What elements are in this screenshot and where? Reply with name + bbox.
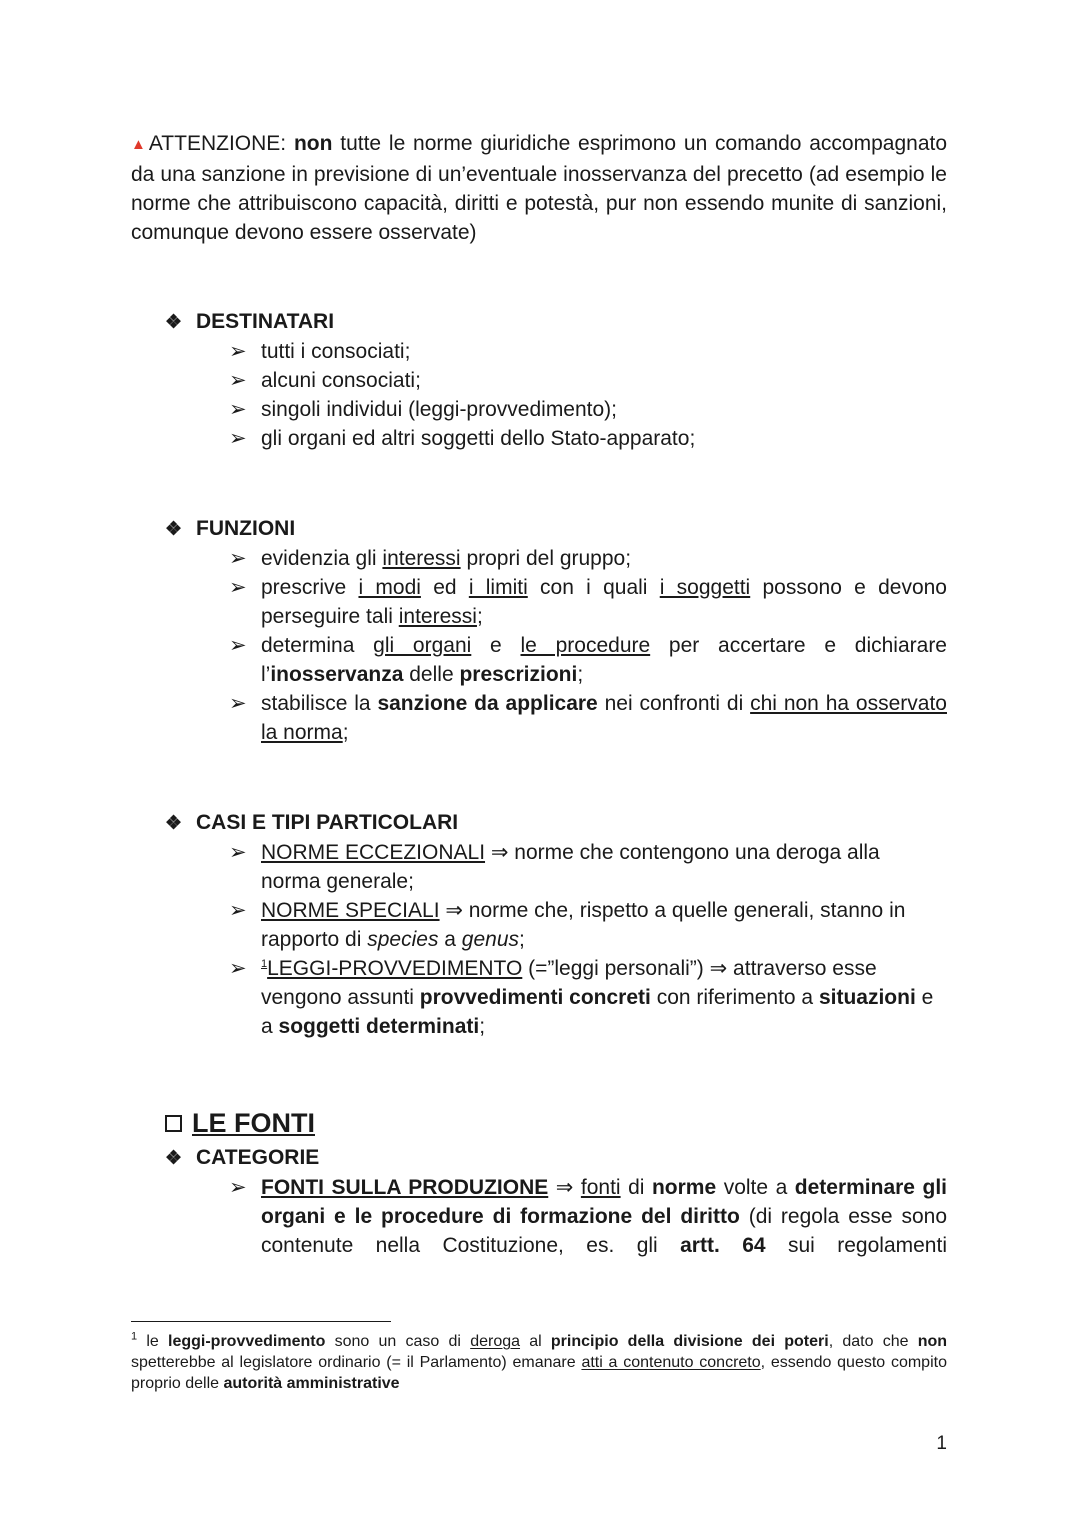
- footnote: [131, 1331, 947, 1394]
- underlined-text: chi non ha osservato la norma: [261, 692, 947, 744]
- section-destinatari: [165, 307, 947, 453]
- term: NORME ECCEZIONALI: [261, 841, 486, 864]
- arrow-bullet-icon: ➢: [229, 427, 247, 450]
- section-title: [165, 307, 947, 337]
- section-casi: [165, 808, 947, 1041]
- footnote-ref[interactable]: 1: [261, 958, 268, 970]
- text: ;: [519, 928, 525, 951]
- term: LEGGI-PROVVEDIMENTO: [267, 957, 523, 980]
- bold-text: prescrizioni: [459, 663, 578, 686]
- bold-text: inosservanza: [270, 663, 404, 686]
- underlined-text: i modi: [358, 576, 421, 599]
- diamond-bullet-icon: ❖: [165, 1148, 183, 1169]
- section-title: [165, 514, 947, 544]
- bold-text: sanzione da applicare: [377, 692, 598, 715]
- list-item: [229, 689, 947, 747]
- list-item-text: tutti i consociati;: [261, 340, 411, 363]
- section-funzioni: [165, 514, 947, 747]
- term: NORME SPECIALI: [261, 899, 440, 922]
- text: ;: [479, 1015, 486, 1038]
- text: sono un caso di: [325, 1333, 471, 1350]
- bold-text: soggetti determinati: [278, 1015, 480, 1038]
- underlined-text: fonti: [580, 1176, 621, 1199]
- text: possono e devono perseguire tali: [261, 576, 947, 628]
- underlined-text: interessi: [382, 547, 461, 570]
- bold-text: principio della divisione dei poteri: [550, 1333, 829, 1350]
- text: sui regolamenti: [765, 1234, 947, 1257]
- fonti-heading: [165, 1106, 315, 1140]
- text: propri del gruppo;: [460, 547, 632, 570]
- bold-text: determinare gli organi e le procedure di formazione del diritto: [261, 1176, 947, 1228]
- section-title-text: FUNZIONI: [196, 517, 296, 540]
- underlined-text: deroga: [470, 1333, 521, 1350]
- intro-label: ATTENZIONE:: [148, 132, 287, 155]
- list-item: [229, 1173, 947, 1260]
- arrow-bullet-icon: ➢: [229, 1176, 247, 1199]
- text: spetterebbe al legislatore ordinario (= il Parlamento) emanare: [131, 1354, 582, 1371]
- list-item: [229, 573, 947, 631]
- bold-text: non: [917, 1333, 948, 1350]
- text: e: [471, 634, 521, 657]
- text: ;: [342, 721, 349, 744]
- text: con riferimento a: [650, 986, 819, 1009]
- categorie-list: [165, 1173, 947, 1260]
- text: , essendo questo compito proprio delle: [131, 1354, 947, 1392]
- footnote-number: 1: [131, 1330, 138, 1343]
- diamond-bullet-icon: ❖: [165, 813, 183, 834]
- text: con i quali: [527, 576, 660, 599]
- destinatari-list: [165, 337, 947, 453]
- bold-text: autorità amministrative: [223, 1375, 400, 1392]
- list-item: [229, 395, 947, 424]
- arrow-bullet-icon: ➢: [229, 899, 247, 922]
- text: ;: [476, 605, 483, 628]
- list-item: [229, 954, 939, 1041]
- bold-text: provvedimenti concreti: [419, 986, 651, 1009]
- underlined-text: i limiti: [468, 576, 528, 599]
- list-item: [229, 424, 947, 453]
- text: ⇒ norme che, rispetto a quelle generali, stanno in rapporto di: [261, 899, 906, 951]
- list-item-text: alcuni consociati;: [261, 369, 421, 392]
- list-item-text: gli organi ed altri soggetti dello Stato-apparato;: [261, 427, 696, 450]
- section-title: [165, 1143, 947, 1173]
- italic-text: genus: [461, 928, 520, 951]
- text: al: [520, 1333, 551, 1350]
- footnote-separator: [131, 1321, 391, 1322]
- section-title: [165, 808, 947, 838]
- bold-text: situazioni: [818, 986, 916, 1009]
- list-item-text: singoli individui (leggi-provvedimento);: [261, 398, 618, 421]
- warning-triangle-icon: ▲: [131, 136, 146, 153]
- arrow-bullet-icon: ➢: [229, 692, 247, 715]
- text: nei confronti di: [597, 692, 751, 715]
- arrow-bullet-icon: ➢: [229, 398, 247, 421]
- list-item: [229, 544, 947, 573]
- text: ⇒ norme che contengono una deroga alla norma generale;: [261, 841, 880, 893]
- funzioni-list: [165, 544, 947, 747]
- section-categorie: [165, 1143, 947, 1260]
- text: evidenzia gli: [261, 547, 383, 570]
- text: ⇒: [548, 1176, 581, 1199]
- text: ed: [420, 576, 469, 599]
- section-title-text: DESTINATARI: [196, 310, 335, 333]
- checkbox-icon: [165, 1115, 182, 1132]
- text: le: [137, 1333, 169, 1350]
- section-title-text: CASI E TIPI PARTICOLARI: [196, 811, 459, 834]
- list-item: [229, 631, 947, 689]
- underlined-text: i soggetti: [659, 576, 751, 599]
- underlined-text: atti a contenuto concreto: [581, 1354, 761, 1371]
- text: volte a: [716, 1176, 795, 1199]
- text: e a: [261, 986, 934, 1038]
- bold-text: artt. 64: [680, 1234, 766, 1257]
- page-number: 1: [936, 1433, 947, 1454]
- text: di: [620, 1176, 652, 1199]
- arrow-bullet-icon: ➢: [229, 957, 247, 980]
- arrow-bullet-icon: ➢: [229, 369, 247, 392]
- text: stabilisce la: [261, 692, 378, 715]
- list-item: [229, 337, 947, 366]
- diamond-bullet-icon: ❖: [165, 519, 183, 540]
- text: delle: [403, 663, 460, 686]
- arrow-bullet-icon: ➢: [229, 634, 247, 657]
- underlined-text: interessi: [398, 605, 477, 628]
- underlined-text: gli organi: [373, 634, 472, 657]
- text: (=”leggi personali”) ⇒ attraverso esse vengono assunti: [261, 957, 877, 1009]
- list-item: [229, 838, 939, 896]
- arrow-bullet-icon: ➢: [229, 547, 247, 570]
- arrow-bullet-icon: ➢: [229, 340, 247, 363]
- casi-list: [165, 838, 947, 1041]
- text: (di regola esse sono contenute nella Costituzione, es. gli: [261, 1205, 947, 1257]
- text: ;: [577, 663, 584, 686]
- list-item: [229, 366, 947, 395]
- intro-paragraph: [131, 129, 947, 247]
- text: prescrive: [261, 576, 359, 599]
- intro-text: tutte le norme giuridiche esprimono un comando accompagnato da una sanzione in previsione di un’eventuale inosservanza del precetto (ad esempio le norme che attribuiscono capacità, diritti e potestà, pur non essendo munite di sanzioni, comunque devono essere osservate): [131, 132, 948, 244]
- term: FONTI SULLA PRODUZIONE: [261, 1176, 549, 1199]
- bold-text: norme: [651, 1176, 717, 1199]
- text: a: [438, 928, 462, 951]
- list-item: [229, 896, 939, 954]
- text: determina: [261, 634, 374, 657]
- italic-text: species: [367, 928, 439, 951]
- text: per accertare e dichiarare l’: [261, 634, 947, 686]
- underlined-text: le procedure: [520, 634, 651, 657]
- arrow-bullet-icon: ➢: [229, 576, 247, 599]
- bold-text: leggi-provvedimento: [168, 1333, 326, 1350]
- text: , dato che: [828, 1333, 918, 1350]
- intro-bold-word: non: [293, 132, 333, 155]
- arrow-bullet-icon: ➢: [229, 841, 247, 864]
- section-title-text: CATEGORIE: [196, 1146, 320, 1169]
- heading-text: LE FONTI: [192, 1108, 315, 1138]
- diamond-bullet-icon: ❖: [165, 312, 183, 333]
